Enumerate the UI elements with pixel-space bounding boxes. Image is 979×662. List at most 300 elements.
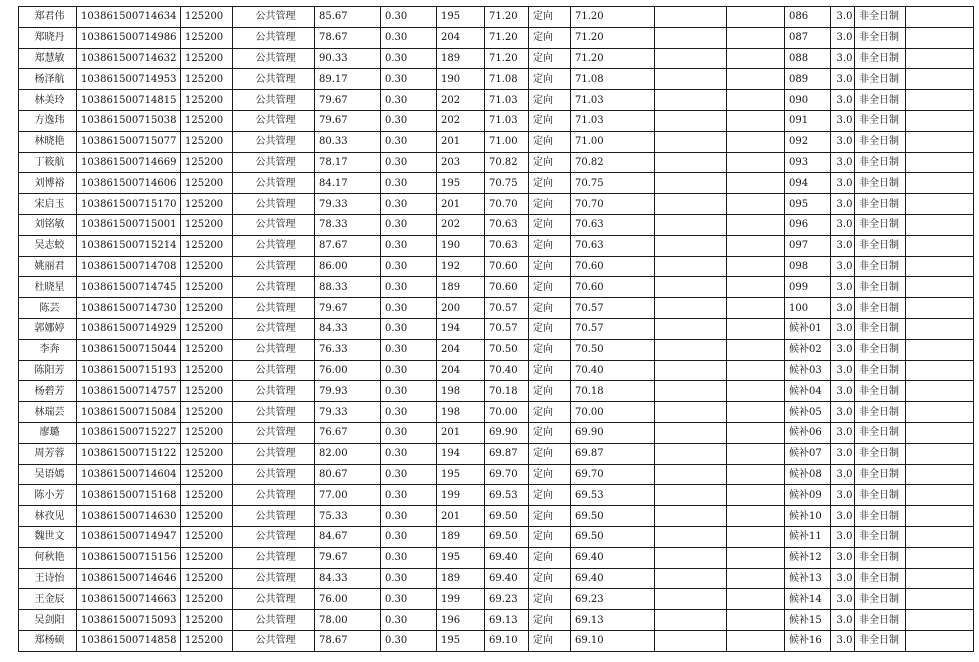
major-code: 125200 [181,360,233,381]
enrollment-type: 定向 [529,485,571,506]
blank-cell [727,360,785,381]
rank-number: 092 [785,131,831,152]
initial-score: 198 [437,402,485,423]
candidate-name: 刘铭敏 [19,214,77,235]
final-score: 69.40 [571,568,655,589]
enrollment-type: 定向 [529,526,571,547]
composite-score: 70.82 [485,152,529,173]
blank-cell [655,547,727,568]
rank-number: 候补11 [785,526,831,547]
blank-cell [727,256,785,277]
initial-score: 195 [437,7,485,28]
study-mode: 非全日制 [855,48,906,69]
table-row [19,298,974,319]
final-score: 69.53 [571,485,655,506]
enrollment-type: 定向 [529,318,571,339]
final-score: 69.90 [571,422,655,443]
exam-number: 103861500714708 [77,256,181,277]
score-weight: 0.30 [381,506,437,527]
composite-score: 70.57 [485,298,529,319]
exam-number: 103861500715093 [77,610,181,631]
enrollment-type: 定向 [529,402,571,423]
rank-number: 098 [785,256,831,277]
study-mode: 非全日制 [855,610,906,631]
study-mode: 非全日制 [855,131,906,152]
enrollment-type: 定向 [529,7,571,28]
retest-score: 76.67 [315,422,381,443]
initial-score: 195 [437,464,485,485]
study-years: 3.0 [831,277,855,298]
blank-cell [727,381,785,402]
retest-score: 90.33 [315,48,381,69]
major-name: 公共管理 [233,90,315,111]
study-years: 3.0 [831,443,855,464]
exam-number: 103861500714646 [77,568,181,589]
candidate-name: 林瑞芸 [19,402,77,423]
score-weight: 0.30 [381,422,437,443]
enrollment-type: 定向 [529,90,571,111]
blank-cell [655,568,727,589]
major-code: 125200 [181,152,233,173]
enrollment-type: 定向 [529,110,571,131]
study-years: 3.0 [831,194,855,215]
composite-score: 71.03 [485,110,529,131]
blank-cell [906,152,974,173]
blank-cell [906,443,974,464]
initial-score: 192 [437,256,485,277]
admission-list-table [18,6,974,652]
table-row [19,110,974,131]
final-score: 69.87 [571,443,655,464]
blank-cell [906,110,974,131]
final-score: 71.03 [571,110,655,131]
final-score: 70.63 [571,214,655,235]
composite-score: 70.60 [485,256,529,277]
initial-score: 204 [437,339,485,360]
major-code: 125200 [181,589,233,610]
initial-score: 196 [437,610,485,631]
major-code: 125200 [181,235,233,256]
blank-cell [655,485,727,506]
initial-score: 198 [437,381,485,402]
study-mode: 非全日制 [855,318,906,339]
score-weight: 0.30 [381,610,437,631]
table-row [19,277,974,298]
candidate-name: 刘博裕 [19,173,77,194]
blank-cell [655,110,727,131]
retest-score: 84.33 [315,318,381,339]
major-name: 公共管理 [233,485,315,506]
study-mode: 非全日制 [855,630,906,651]
table-row [19,360,974,381]
study-mode: 非全日制 [855,547,906,568]
major-code: 125200 [181,506,233,527]
candidate-name: 陈芸 [19,298,77,319]
initial-score: 199 [437,589,485,610]
table-row [19,131,974,152]
study-years: 3.0 [831,547,855,568]
blank-cell [655,194,727,215]
final-score: 70.40 [571,360,655,381]
enrollment-type: 定向 [529,610,571,631]
blank-cell [655,610,727,631]
blank-cell [655,339,727,360]
blank-cell [906,381,974,402]
composite-score: 69.50 [485,506,529,527]
final-score: 69.13 [571,610,655,631]
exam-number: 103861500714632 [77,48,181,69]
candidate-name: 陈阳芳 [19,360,77,381]
initial-score: 201 [437,506,485,527]
blank-cell [655,589,727,610]
blank-cell [655,235,727,256]
enrollment-type: 定向 [529,173,571,194]
blank-cell [906,27,974,48]
composite-score: 69.50 [485,526,529,547]
rank-number: 候补12 [785,547,831,568]
blank-cell [655,630,727,651]
study-years: 3.0 [831,90,855,111]
study-years: 3.0 [831,422,855,443]
retest-score: 77.00 [315,485,381,506]
exam-number: 103861500715001 [77,214,181,235]
candidate-name: 林晓艳 [19,131,77,152]
major-name: 公共管理 [233,339,315,360]
candidate-name: 吴语嫣 [19,464,77,485]
study-mode: 非全日制 [855,256,906,277]
major-name: 公共管理 [233,235,315,256]
major-code: 125200 [181,402,233,423]
enrollment-type: 定向 [529,547,571,568]
table-row [19,90,974,111]
initial-score: 189 [437,526,485,547]
blank-cell [655,443,727,464]
major-name: 公共管理 [233,526,315,547]
enrollment-type: 定向 [529,69,571,90]
composite-score: 70.60 [485,277,529,298]
score-weight: 0.30 [381,526,437,547]
composite-score: 71.20 [485,27,529,48]
composite-score: 70.18 [485,381,529,402]
retest-score: 82.00 [315,443,381,464]
table-row [19,69,974,90]
retest-score: 78.33 [315,214,381,235]
initial-score: 200 [437,298,485,319]
score-weight: 0.30 [381,173,437,194]
major-code: 125200 [181,256,233,277]
final-score: 69.50 [571,506,655,527]
blank-cell [727,422,785,443]
retest-score: 87.67 [315,235,381,256]
enrollment-type: 定向 [529,194,571,215]
blank-cell [655,526,727,547]
blank-cell [655,381,727,402]
retest-score: 76.00 [315,589,381,610]
blank-cell [727,48,785,69]
blank-cell [727,589,785,610]
study-years: 3.0 [831,381,855,402]
rank-number: 086 [785,7,831,28]
major-code: 125200 [181,277,233,298]
exam-number: 103861500714986 [77,27,181,48]
rank-number: 097 [785,235,831,256]
candidate-name: 郑君伟 [19,7,77,28]
final-score: 69.70 [571,464,655,485]
composite-score: 70.40 [485,360,529,381]
major-name: 公共管理 [233,48,315,69]
retest-score: 78.17 [315,152,381,173]
blank-cell [655,298,727,319]
exam-number: 103861500715038 [77,110,181,131]
score-weight: 0.30 [381,464,437,485]
blank-cell [655,48,727,69]
exam-number: 103861500714730 [77,298,181,319]
study-mode: 非全日制 [855,443,906,464]
study-mode: 非全日制 [855,277,906,298]
candidate-name: 王诗怡 [19,568,77,589]
score-weight: 0.30 [381,152,437,173]
composite-score: 69.70 [485,464,529,485]
final-score: 70.57 [571,318,655,339]
retest-score: 75.33 [315,506,381,527]
rank-number: 089 [785,69,831,90]
initial-score: 195 [437,173,485,194]
major-name: 公共管理 [233,464,315,485]
composite-score: 69.40 [485,547,529,568]
score-weight: 0.30 [381,48,437,69]
composite-score: 71.03 [485,90,529,111]
initial-score: 194 [437,443,485,464]
final-score: 70.63 [571,235,655,256]
blank-cell [906,173,974,194]
blank-cell [906,131,974,152]
study-mode: 非全日制 [855,194,906,215]
table-row [19,7,974,28]
study-mode: 非全日制 [855,485,906,506]
retest-score: 80.33 [315,131,381,152]
study-mode: 非全日制 [855,589,906,610]
exam-number: 103861500715077 [77,131,181,152]
major-name: 公共管理 [233,298,315,319]
blank-cell [727,547,785,568]
score-weight: 0.30 [381,214,437,235]
major-code: 125200 [181,110,233,131]
rank-number: 094 [785,173,831,194]
final-score: 71.20 [571,27,655,48]
rank-number: 候补03 [785,360,831,381]
study-mode: 非全日制 [855,381,906,402]
major-code: 125200 [181,464,233,485]
rank-number: 候补08 [785,464,831,485]
table-row [19,443,974,464]
study-years: 3.0 [831,152,855,173]
major-name: 公共管理 [233,506,315,527]
study-years: 3.0 [831,464,855,485]
final-score: 70.60 [571,277,655,298]
score-weight: 0.30 [381,568,437,589]
major-name: 公共管理 [233,443,315,464]
table-row [19,194,974,215]
retest-score: 88.33 [315,277,381,298]
candidate-name: 郑晓丹 [19,27,77,48]
table-row [19,173,974,194]
blank-cell [727,506,785,527]
enrollment-type: 定向 [529,360,571,381]
candidate-name: 方逸玮 [19,110,77,131]
blank-cell [655,173,727,194]
exam-number: 103861500714815 [77,90,181,111]
major-name: 公共管理 [233,610,315,631]
candidate-name: 丁筱航 [19,152,77,173]
blank-cell [906,48,974,69]
retest-score: 79.67 [315,547,381,568]
study-mode: 非全日制 [855,298,906,319]
blank-cell [906,214,974,235]
blank-cell [727,610,785,631]
retest-score: 79.67 [315,110,381,131]
blank-cell [906,69,974,90]
initial-score: 199 [437,485,485,506]
initial-score: 201 [437,131,485,152]
table-row [19,381,974,402]
major-code: 125200 [181,194,233,215]
exam-number: 103861500715170 [77,194,181,215]
major-code: 125200 [181,48,233,69]
study-mode: 非全日制 [855,235,906,256]
retest-score: 78.67 [315,27,381,48]
blank-cell [906,547,974,568]
study-mode: 非全日制 [855,7,906,28]
retest-score: 85.67 [315,7,381,28]
rank-number: 087 [785,27,831,48]
initial-score: 194 [437,318,485,339]
composite-score: 71.20 [485,7,529,28]
blank-cell [727,131,785,152]
final-score: 71.03 [571,90,655,111]
blank-cell [655,506,727,527]
study-years: 3.0 [831,110,855,131]
study-years: 3.0 [831,526,855,547]
major-code: 125200 [181,214,233,235]
composite-score: 69.90 [485,422,529,443]
score-weight: 0.30 [381,589,437,610]
exam-number: 103861500715122 [77,443,181,464]
table-row [19,464,974,485]
composite-score: 70.50 [485,339,529,360]
study-mode: 非全日制 [855,506,906,527]
study-years: 3.0 [831,485,855,506]
rank-number: 候补05 [785,402,831,423]
initial-score: 195 [437,630,485,651]
blank-cell [727,90,785,111]
exam-number: 103861500714669 [77,152,181,173]
rank-number: 候补09 [785,485,831,506]
candidate-name: 郭娜婷 [19,318,77,339]
exam-number: 103861500715044 [77,339,181,360]
initial-score: 190 [437,235,485,256]
composite-score: 69.13 [485,610,529,631]
major-name: 公共管理 [233,547,315,568]
table-row [19,547,974,568]
blank-cell [906,568,974,589]
initial-score: 203 [437,152,485,173]
score-weight: 0.30 [381,485,437,506]
composite-score: 70.63 [485,214,529,235]
initial-score: 204 [437,27,485,48]
study-mode: 非全日制 [855,173,906,194]
blank-cell [906,256,974,277]
score-weight: 0.30 [381,402,437,423]
blank-cell [906,589,974,610]
blank-cell [655,318,727,339]
retest-score: 79.93 [315,381,381,402]
candidate-name: 姚丽君 [19,256,77,277]
final-score: 70.18 [571,381,655,402]
blank-cell [906,7,974,28]
candidate-name: 周芳蓉 [19,443,77,464]
candidate-name: 林美玲 [19,90,77,111]
retest-score: 76.33 [315,339,381,360]
study-years: 3.0 [831,173,855,194]
study-years: 3.0 [831,402,855,423]
major-code: 125200 [181,485,233,506]
composite-score: 69.10 [485,630,529,651]
candidate-name: 魏世文 [19,526,77,547]
initial-score: 190 [437,69,485,90]
blank-cell [906,277,974,298]
rank-number: 096 [785,214,831,235]
retest-score: 84.67 [315,526,381,547]
major-name: 公共管理 [233,277,315,298]
rank-number: 100 [785,298,831,319]
major-code: 125200 [181,568,233,589]
blank-cell [655,90,727,111]
study-years: 3.0 [831,568,855,589]
blank-cell [906,464,974,485]
initial-score: 189 [437,568,485,589]
composite-score: 70.70 [485,194,529,215]
rank-number: 088 [785,48,831,69]
final-score: 70.75 [571,173,655,194]
blank-cell [906,298,974,319]
score-weight: 0.30 [381,194,437,215]
rank-number: 候补06 [785,422,831,443]
table-row [19,152,974,173]
candidate-name: 吴剑阳 [19,610,77,631]
major-name: 公共管理 [233,630,315,651]
major-name: 公共管理 [233,402,315,423]
final-score: 70.60 [571,256,655,277]
study-mode: 非全日制 [855,568,906,589]
study-years: 3.0 [831,610,855,631]
blank-cell [906,422,974,443]
exam-number: 103861500714947 [77,526,181,547]
blank-cell [655,152,727,173]
rank-number: 候补14 [785,589,831,610]
study-mode: 非全日制 [855,214,906,235]
major-name: 公共管理 [233,589,315,610]
enrollment-type: 定向 [529,298,571,319]
retest-score: 79.67 [315,298,381,319]
exam-number: 103861500714630 [77,506,181,527]
rank-number: 候补02 [785,339,831,360]
final-score: 71.00 [571,131,655,152]
table-row [19,506,974,527]
enrollment-type: 定向 [529,630,571,651]
score-weight: 0.30 [381,277,437,298]
score-weight: 0.30 [381,381,437,402]
enrollment-type: 定向 [529,152,571,173]
